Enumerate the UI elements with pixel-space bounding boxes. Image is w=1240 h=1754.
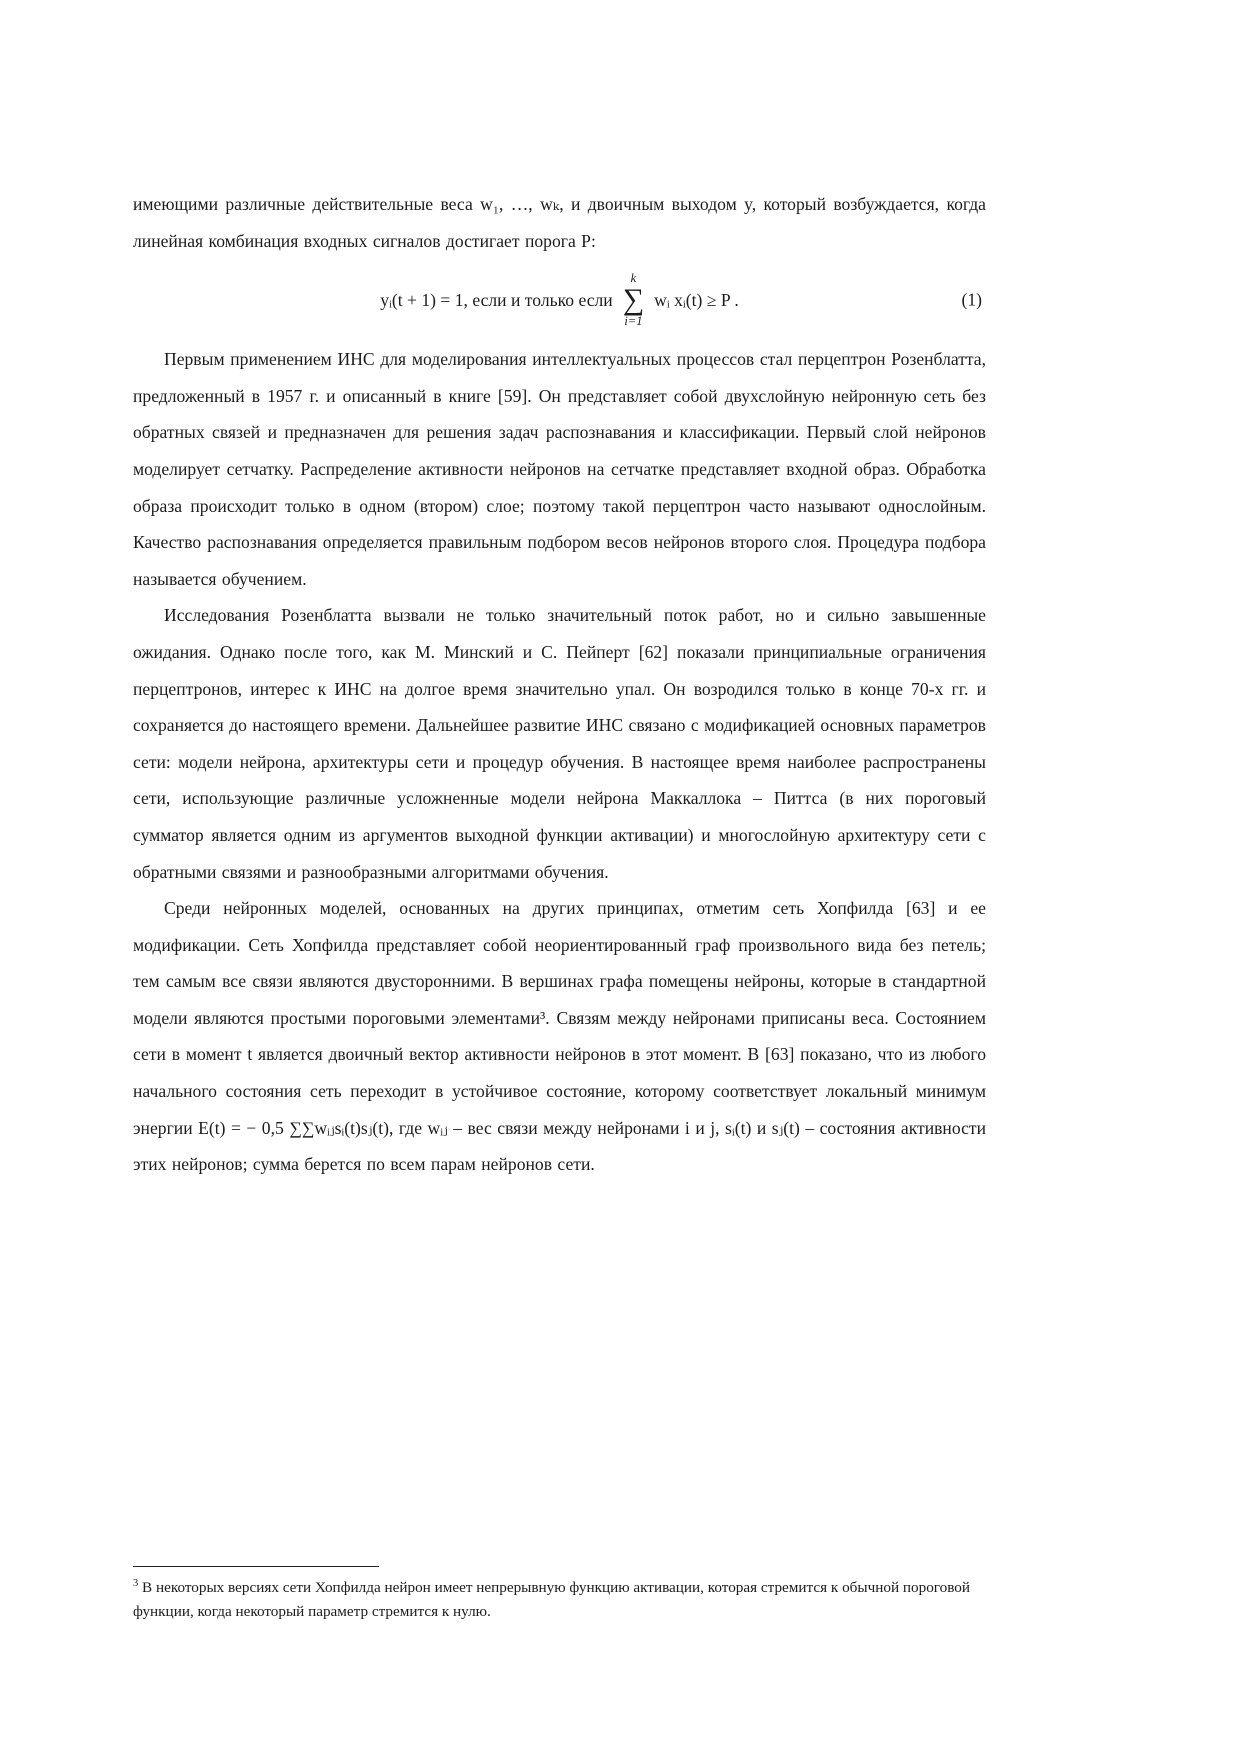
equation-number: (1) [961,289,982,310]
footnote-text [133,1576,986,1623]
footnote-separator [133,1566,379,1567]
equation-body [380,272,739,328]
paragraph-perceptron: Первым применением ИНС для моделирования интеллектуальных процессов стал перцептрон Розенблатта, предложенный в 1957 г. и описанный в книге [59]. Он представляет собой двухслойную нейронную сеть без обратных связей и предназначен для решения задач распознавания и классификации. Первый слой нейронов моделирует сетчатку. Распределение активности нейронов на сетчатке представляет входной образ. Обработка образа происходит только в одном (втором) слое; поэтому такой перцептрон часто называют однослойным. Качество распознавания определяется правильным подбором весов нейронов второго слоя. Процедура подбора называется обучением. [133,349,986,589]
footnote-body: В некоторых версиях сети Хопфилда нейрон имеет непрерывную функцию активации, которая стремится к обычной пороговой функции, когда некоторый параметр стремится к нулю. [133,1579,971,1620]
equation-rhs: wᵢ xᵢ(t) ≥ P . [654,289,739,310]
paragraph-rosenblatt-research: Исследования Розенблатта вызвали не только значительный поток работ, но и сильно завышенные ожидания. Однако после того, как М. Минский и С. Пейперт [62] показали принципиальные ограничения перцептронов, интерес к ИНС на долгое время значительно упал. Он возродился только в конце 70-х гг. и сохраняется до настоящего времени. Дальнейшее развитие ИНС связано с модификацией основных параметров сети: модели нейрона, архитектуры сети и процедур обучения. В настоящее время наиболее распространены сети, использующие различные усложненные модели нейрона Маккаллока – Питтса (в них пороговый сумматор является одним из аргументов выходной функции активации) и многослойную архитектуру сети с обратными связями и разнообразными алгоритмами обучения. [133,605,986,882]
summation-sign [623,272,644,328]
paragraph-weights-threshold: имеющими различные действительные веса w₁, …, wₖ, и двоичным выходом y, который возбуждается, когда линейная комбинация входных сигналов достигает порога P: [133,194,986,251]
sigma-icon: ∑ [622,282,645,316]
summation-lower-limit: i=1 [624,314,643,329]
summation-upper-limit: k [630,271,637,286]
equation-lhs: yᵢ(t + 1) = 1, если и только если [380,289,613,310]
footnote [133,1566,986,1623]
text-block [133,186,986,1183]
equation-1 [133,259,986,341]
footnote-marker: 3 [133,1577,139,1589]
paragraph-hopfield-network: Среди нейронных моделей, основанных на других принципах, отметим сеть Хопфилда [63] и ее модификации. Сеть Хопфилда представляет собой неориентированный граф произвольного вида без петель; тем самым все связи являются двусторонними. В вершинах графа помещены нейроны, которые в стандартной модели являются простыми пороговыми элементами³. Связям между нейронами приписаны веса. Состоянием сети в момент t является двоичный вектор активности нейронов в этот момент. В [63] показано, что из любого начального состояния сеть переходит в устойчивое состояние, которому соответствует локальный минимум энергии E(t) = − 0,5 ∑∑wᵢⱼsᵢ(t)sⱼ(t), где wᵢⱼ – вес связи между нейронами i и j, sᵢ(t) и sⱼ(t) – состояния активности этих нейронов; сумма берется по всем парам нейронов сети. [133,898,986,1175]
